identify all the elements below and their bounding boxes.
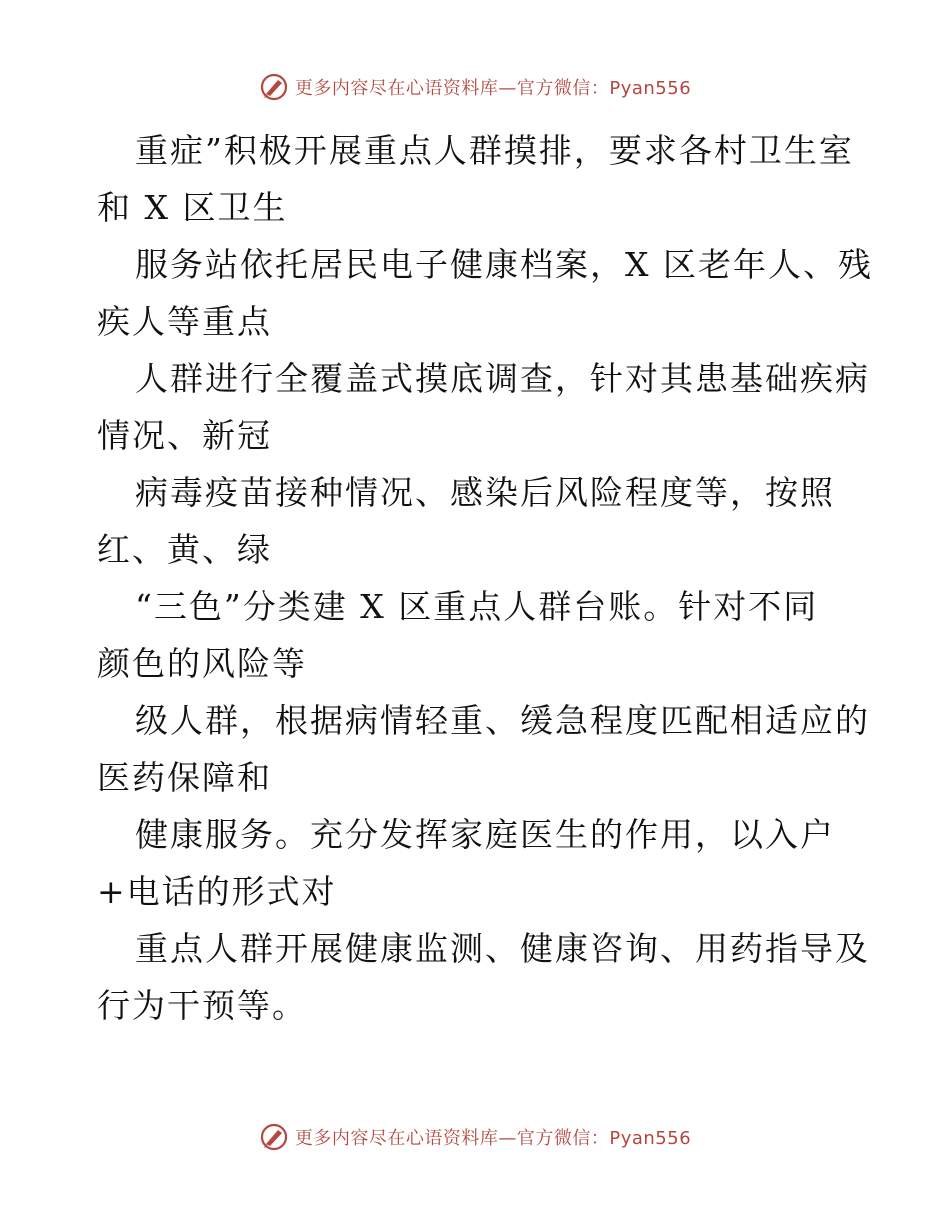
text-line: 医药保障和	[97, 758, 272, 797]
text-line: 病毒疫苗接种情况、感染后风险程度等，按照	[135, 473, 835, 512]
text-line: 红、黄、绿	[97, 530, 272, 569]
watermark-text: 更多内容尽在心语资料库—官方微信：Pyan556	[294, 78, 692, 99]
text-line: 和 X 区卫生	[97, 188, 288, 227]
header-watermark	[0, 72, 950, 102]
paragraph	[97, 920, 870, 1034]
text-line: “三色”分类建 X 区重点人群台账。针对不同	[135, 587, 819, 626]
text-line: 重症”积极开展重点人群摸排，要求各村卫生室	[135, 131, 854, 170]
watermark-text: 更多内容尽在心语资料库—官方微信：Pyan556	[294, 1128, 692, 1149]
text-line: 疾人等重点	[97, 302, 272, 341]
pen-logo-icon	[259, 72, 289, 102]
paragraph	[97, 464, 867, 578]
text-line: 级人群，根据病情轻重、缓急程度匹配相适应的	[135, 701, 870, 740]
document-body	[97, 122, 873, 1034]
paragraph	[97, 692, 870, 806]
text-line: 服务站依托居民电子健康档案，X 区老年人、残	[135, 245, 873, 284]
text-line: 重点人群开展健康监测、健康咨询、用药指导及	[135, 929, 870, 968]
pen-logo-icon	[259, 1122, 289, 1152]
paragraph	[97, 578, 867, 692]
text-line: 颜色的风险等	[97, 644, 307, 683]
text-line: 行为干预等。	[97, 986, 307, 1025]
text-line: +电话的形式对	[97, 872, 337, 911]
paragraph	[97, 236, 873, 350]
paragraph	[97, 806, 867, 920]
text-line: 情况、新冠	[97, 416, 272, 455]
footer-watermark	[0, 1122, 950, 1152]
paragraph	[97, 122, 867, 236]
text-line: 健康服务。充分发挥家庭医生的作用，以入户	[135, 815, 835, 854]
paragraph	[97, 350, 870, 464]
text-line: 人群进行全覆盖式摸底调查，针对其患基础疾病	[135, 359, 870, 398]
